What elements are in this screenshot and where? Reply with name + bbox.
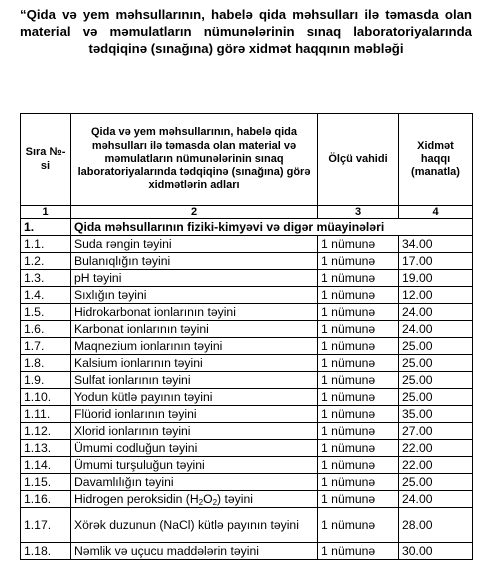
unit-cell: 1 nümunə (318, 321, 399, 338)
row-number: 1.16. (21, 491, 71, 508)
service-name: Flüorid ionlarının təyini (71, 406, 318, 423)
table-row (21, 543, 473, 560)
section-number: 1. (21, 219, 71, 236)
table-row (21, 321, 473, 338)
column-number-row (21, 206, 473, 219)
fee-cell: 24.00 (399, 491, 473, 508)
table-row (21, 491, 473, 508)
service-name: Karbonat ionlarının təyini (71, 321, 318, 338)
document-title: “Qida və yem məhsullarının, habelə qida məhsulları ilə təmasda olan material və məmulatların nümunələrinin sınaq laboratoriyalarında tədqiqinə (sınağına) görə xidmət haqqının məbləği (20, 7, 472, 56)
service-name: Sulfat ionlarının təyini (71, 372, 318, 389)
unit-cell: 1 nümunə (318, 236, 399, 253)
unit-cell: 1 nümunə (318, 253, 399, 270)
fee-cell: 25.00 (399, 474, 473, 491)
header-no: Sıra №-si (21, 114, 71, 206)
service-name (71, 491, 318, 508)
row-number: 1.3. (21, 270, 71, 287)
fee-cell: 28.00 (399, 508, 473, 543)
fee-cell: 25.00 (399, 372, 473, 389)
fee-cell: 35.00 (399, 406, 473, 423)
column-number: 1 (21, 206, 71, 219)
fee-cell: 27.00 (399, 423, 473, 440)
unit-cell: 1 nümunə (318, 270, 399, 287)
row-number: 1.1. (21, 236, 71, 253)
service-name: Sıxlığın təyini (71, 287, 318, 304)
name-part: Hidrogen peroksidin (H (74, 492, 199, 506)
table-row (21, 508, 473, 543)
row-number: 1.17. (21, 508, 71, 543)
row-number: 1.18. (21, 543, 71, 560)
row-number: 1.9. (21, 372, 71, 389)
table-row (21, 457, 473, 474)
table-row (21, 287, 473, 304)
unit-cell: 1 nümunə (318, 423, 399, 440)
subscript: 2 (212, 498, 218, 507)
table-row (21, 406, 473, 423)
unit-cell: 1 nümunə (318, 338, 399, 355)
table-row (21, 372, 473, 389)
unit-cell: 1 nümunə (318, 508, 399, 543)
fee-cell: 25.00 (399, 338, 473, 355)
header-fee: Xidmət haqqı (manatla) (399, 114, 473, 206)
table-row (21, 236, 473, 253)
table-row (21, 270, 473, 287)
subscript: 2 (198, 498, 204, 507)
service-name: Davamlılığın təyini (71, 474, 318, 491)
fee-cell: 25.00 (399, 389, 473, 406)
table-row (21, 389, 473, 406)
fee-cell: 24.00 (399, 304, 473, 321)
row-number: 1.10. (21, 389, 71, 406)
service-name: Yodun kütlə payının təyini (71, 389, 318, 406)
service-name: Kalsium ionlarının təyini (71, 355, 318, 372)
table-row (21, 355, 473, 372)
fee-cell: 25.00 (399, 355, 473, 372)
unit-cell: 1 nümunə (318, 543, 399, 560)
unit-cell: 1 nümunə (318, 389, 399, 406)
service-name: Ümumi codluğun təyini (71, 440, 318, 457)
row-number: 1.6. (21, 321, 71, 338)
unit-cell: 1 nümunə (318, 491, 399, 508)
row-number: 1.2. (21, 253, 71, 270)
fee-cell: 22.00 (399, 440, 473, 457)
service-name: Xlorid ionlarının təyini (71, 423, 318, 440)
service-name: Bulanıqlığın təyini (71, 253, 318, 270)
fee-cell: 30.00 (399, 543, 473, 560)
fee-table (20, 113, 473, 560)
unit-cell: 1 nümunə (318, 304, 399, 321)
table-row (21, 304, 473, 321)
service-name: Nəmlik və uçucu maddələrin təyini (71, 543, 318, 560)
row-number: 1.7. (21, 338, 71, 355)
table-row (21, 423, 473, 440)
service-name: Maqnezium ionlarının təyini (71, 338, 318, 355)
table-row (21, 253, 473, 270)
table-row (21, 440, 473, 457)
fee-cell: 22.00 (399, 457, 473, 474)
unit-cell: 1 nümunə (318, 406, 399, 423)
service-name: Xörək duzunun (NaCl) kütlə payının təyini (71, 508, 318, 543)
unit-cell: 1 nümunə (318, 355, 399, 372)
section-row (21, 219, 473, 236)
unit-cell: 1 nümunə (318, 474, 399, 491)
row-number: 1.4. (21, 287, 71, 304)
row-number: 1.12. (21, 423, 71, 440)
row-number: 1.13. (21, 440, 71, 457)
row-number: 1.8. (21, 355, 71, 372)
header-row (21, 114, 473, 206)
row-number: 1.14. (21, 457, 71, 474)
header-unit: Ölçü vahidi (318, 114, 399, 206)
table-row (21, 338, 473, 355)
row-number: 1.11. (21, 406, 71, 423)
column-number: 3 (318, 206, 399, 219)
section-title: Qida məhsullarının fiziki-kimyəvi və digər müayinələri (71, 219, 473, 236)
table-row (21, 474, 473, 491)
fee-cell: 24.00 (399, 321, 473, 338)
fee-cell: 12.00 (399, 287, 473, 304)
column-number: 4 (399, 206, 473, 219)
unit-cell: 1 nümunə (318, 372, 399, 389)
name-part: ) təyini (217, 492, 253, 506)
fee-cell: 17.00 (399, 253, 473, 270)
unit-cell: 1 nümunə (318, 457, 399, 474)
fee-cell: 19.00 (399, 270, 473, 287)
service-name: pH təyini (71, 270, 318, 287)
fee-cell: 34.00 (399, 236, 473, 253)
service-name: Suda rəngin təyini (71, 236, 318, 253)
service-name: Ümumi turşuluğun təyini (71, 457, 318, 474)
column-number: 2 (71, 206, 318, 219)
unit-cell: 1 nümunə (318, 287, 399, 304)
unit-cell: 1 nümunə (318, 440, 399, 457)
header-service-name: Qida və yem məhsullarının, habelə qida məhsulları ilə təmasda olan material və məmulatların nümunələrinin sınaq laboratoriyalarında tədqiqinə (sınağına) görə xidmətlərin adları (71, 114, 318, 206)
row-number: 1.5. (21, 304, 71, 321)
service-name: Hidrokarbonat ionlarının təyini (71, 304, 318, 321)
row-number: 1.15. (21, 474, 71, 491)
name-part: O (203, 492, 213, 506)
